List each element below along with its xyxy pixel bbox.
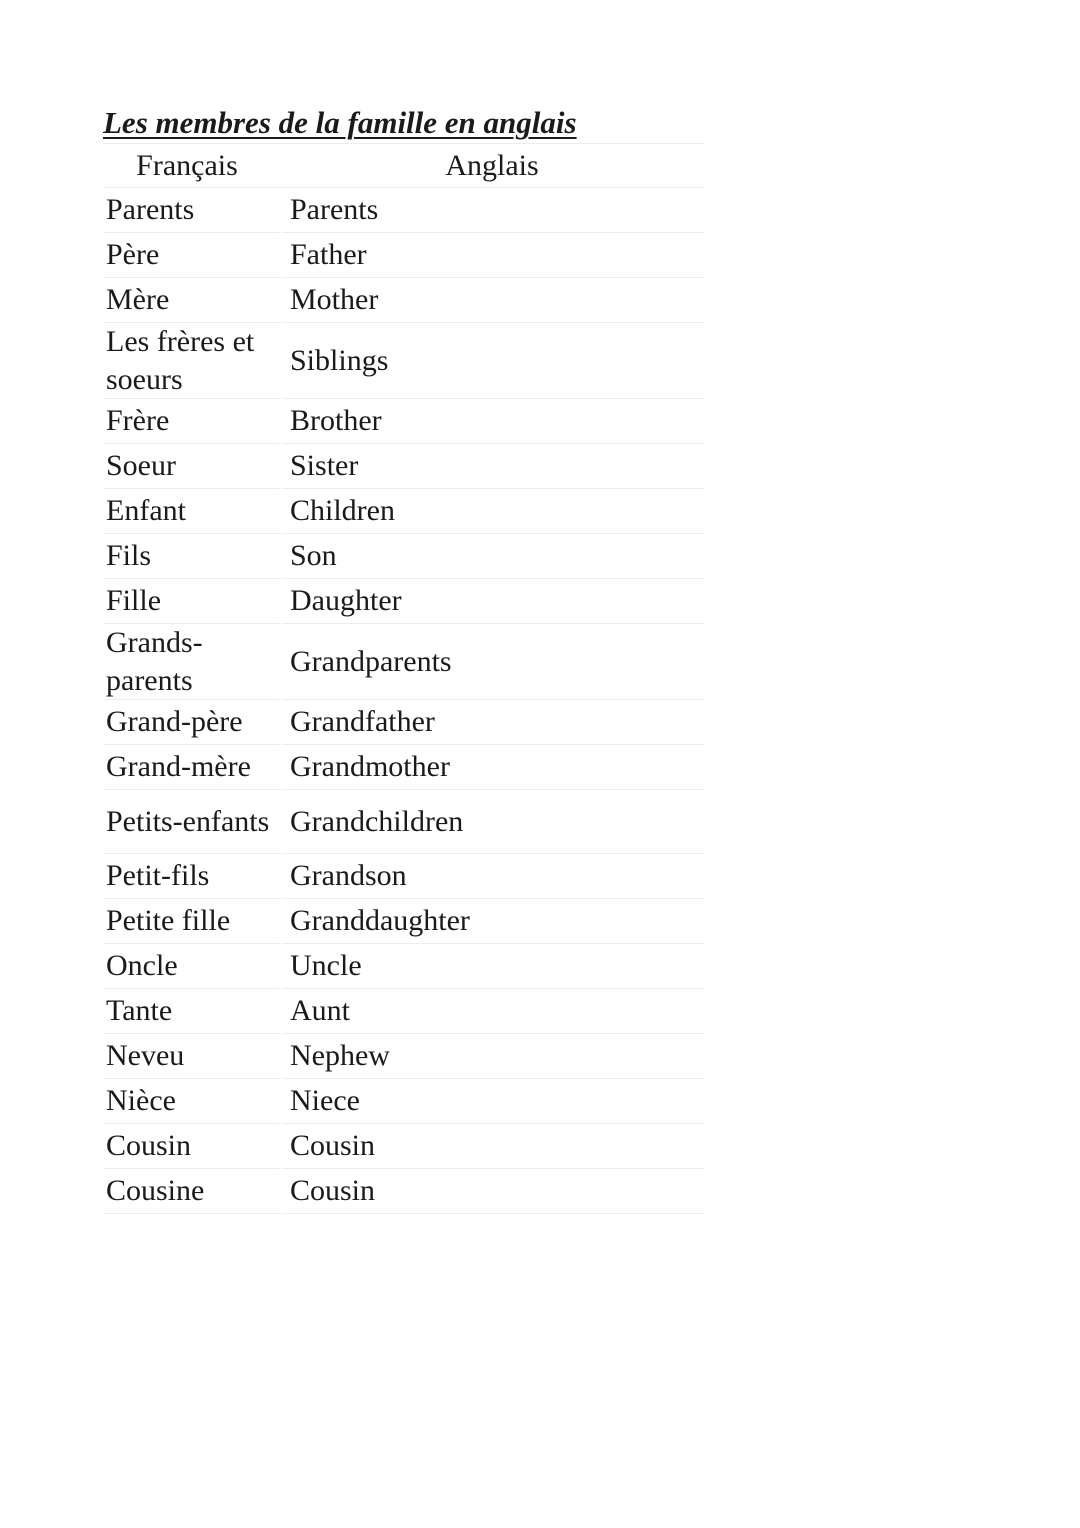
french-term: Neveu bbox=[103, 1034, 279, 1079]
table-row bbox=[103, 700, 705, 745]
table-row bbox=[103, 790, 705, 854]
vocabulary-table bbox=[103, 143, 705, 1214]
english-term: Grandmother bbox=[279, 745, 705, 790]
document-title: Les membres de la famille en anglais bbox=[103, 105, 577, 140]
english-term: Cousin bbox=[279, 1169, 705, 1214]
english-term: Uncle bbox=[279, 944, 705, 989]
table-row bbox=[103, 1169, 705, 1214]
english-term: Daughter bbox=[279, 579, 705, 624]
table-row bbox=[103, 899, 705, 944]
french-term: Petits-enfants bbox=[103, 790, 279, 854]
french-term: Grands-parents bbox=[103, 624, 279, 700]
table-row bbox=[103, 624, 705, 700]
english-term: Grandfather bbox=[279, 700, 705, 745]
english-term: Cousin bbox=[279, 1124, 705, 1169]
english-term: Children bbox=[279, 489, 705, 534]
english-term: Granddaughter bbox=[279, 899, 705, 944]
english-term: Grandchildren bbox=[279, 790, 705, 854]
table-row bbox=[103, 233, 705, 278]
french-term: Les frères et soeurs bbox=[103, 323, 279, 399]
header-english: Anglais bbox=[279, 143, 705, 188]
french-term: Fils bbox=[103, 534, 279, 579]
table-row bbox=[103, 1079, 705, 1124]
english-term: Siblings bbox=[279, 323, 705, 399]
french-term: Fille bbox=[103, 579, 279, 624]
french-term: Parents bbox=[103, 188, 279, 233]
french-term: Petit-fils bbox=[103, 854, 279, 899]
table-row bbox=[103, 989, 705, 1034]
table-row bbox=[103, 534, 705, 579]
english-term: Niece bbox=[279, 1079, 705, 1124]
header-french: Français bbox=[103, 143, 279, 188]
table-row bbox=[103, 944, 705, 989]
french-term: Soeur bbox=[103, 444, 279, 489]
french-term: Frère bbox=[103, 399, 279, 444]
table-row bbox=[103, 188, 705, 233]
table-row bbox=[103, 278, 705, 323]
french-term: Grand-père bbox=[103, 700, 279, 745]
english-term: Sister bbox=[279, 444, 705, 489]
table-row bbox=[103, 1034, 705, 1079]
english-term: Son bbox=[279, 534, 705, 579]
table-row bbox=[103, 854, 705, 899]
french-term: Tante bbox=[103, 989, 279, 1034]
english-term: Nephew bbox=[279, 1034, 705, 1079]
table-row bbox=[103, 745, 705, 790]
french-term: Nièce bbox=[103, 1079, 279, 1124]
french-term: Petite fille bbox=[103, 899, 279, 944]
french-term: Enfant bbox=[103, 489, 279, 534]
english-term: Grandson bbox=[279, 854, 705, 899]
french-term: Oncle bbox=[103, 944, 279, 989]
english-term: Mother bbox=[279, 278, 705, 323]
french-term: Mère bbox=[103, 278, 279, 323]
table-row bbox=[103, 444, 705, 489]
table-row bbox=[103, 323, 705, 399]
table-row bbox=[103, 1124, 705, 1169]
english-term: Father bbox=[279, 233, 705, 278]
english-term: Grandparents bbox=[279, 624, 705, 700]
table-row bbox=[103, 579, 705, 624]
french-term: Cousine bbox=[103, 1169, 279, 1214]
french-term: Père bbox=[103, 233, 279, 278]
english-term: Parents bbox=[279, 188, 705, 233]
french-term: Grand-mère bbox=[103, 745, 279, 790]
table-header-row bbox=[103, 143, 705, 188]
english-term: Aunt bbox=[279, 989, 705, 1034]
table-row bbox=[103, 489, 705, 534]
english-term: Brother bbox=[279, 399, 705, 444]
french-term: Cousin bbox=[103, 1124, 279, 1169]
table-row bbox=[103, 399, 705, 444]
